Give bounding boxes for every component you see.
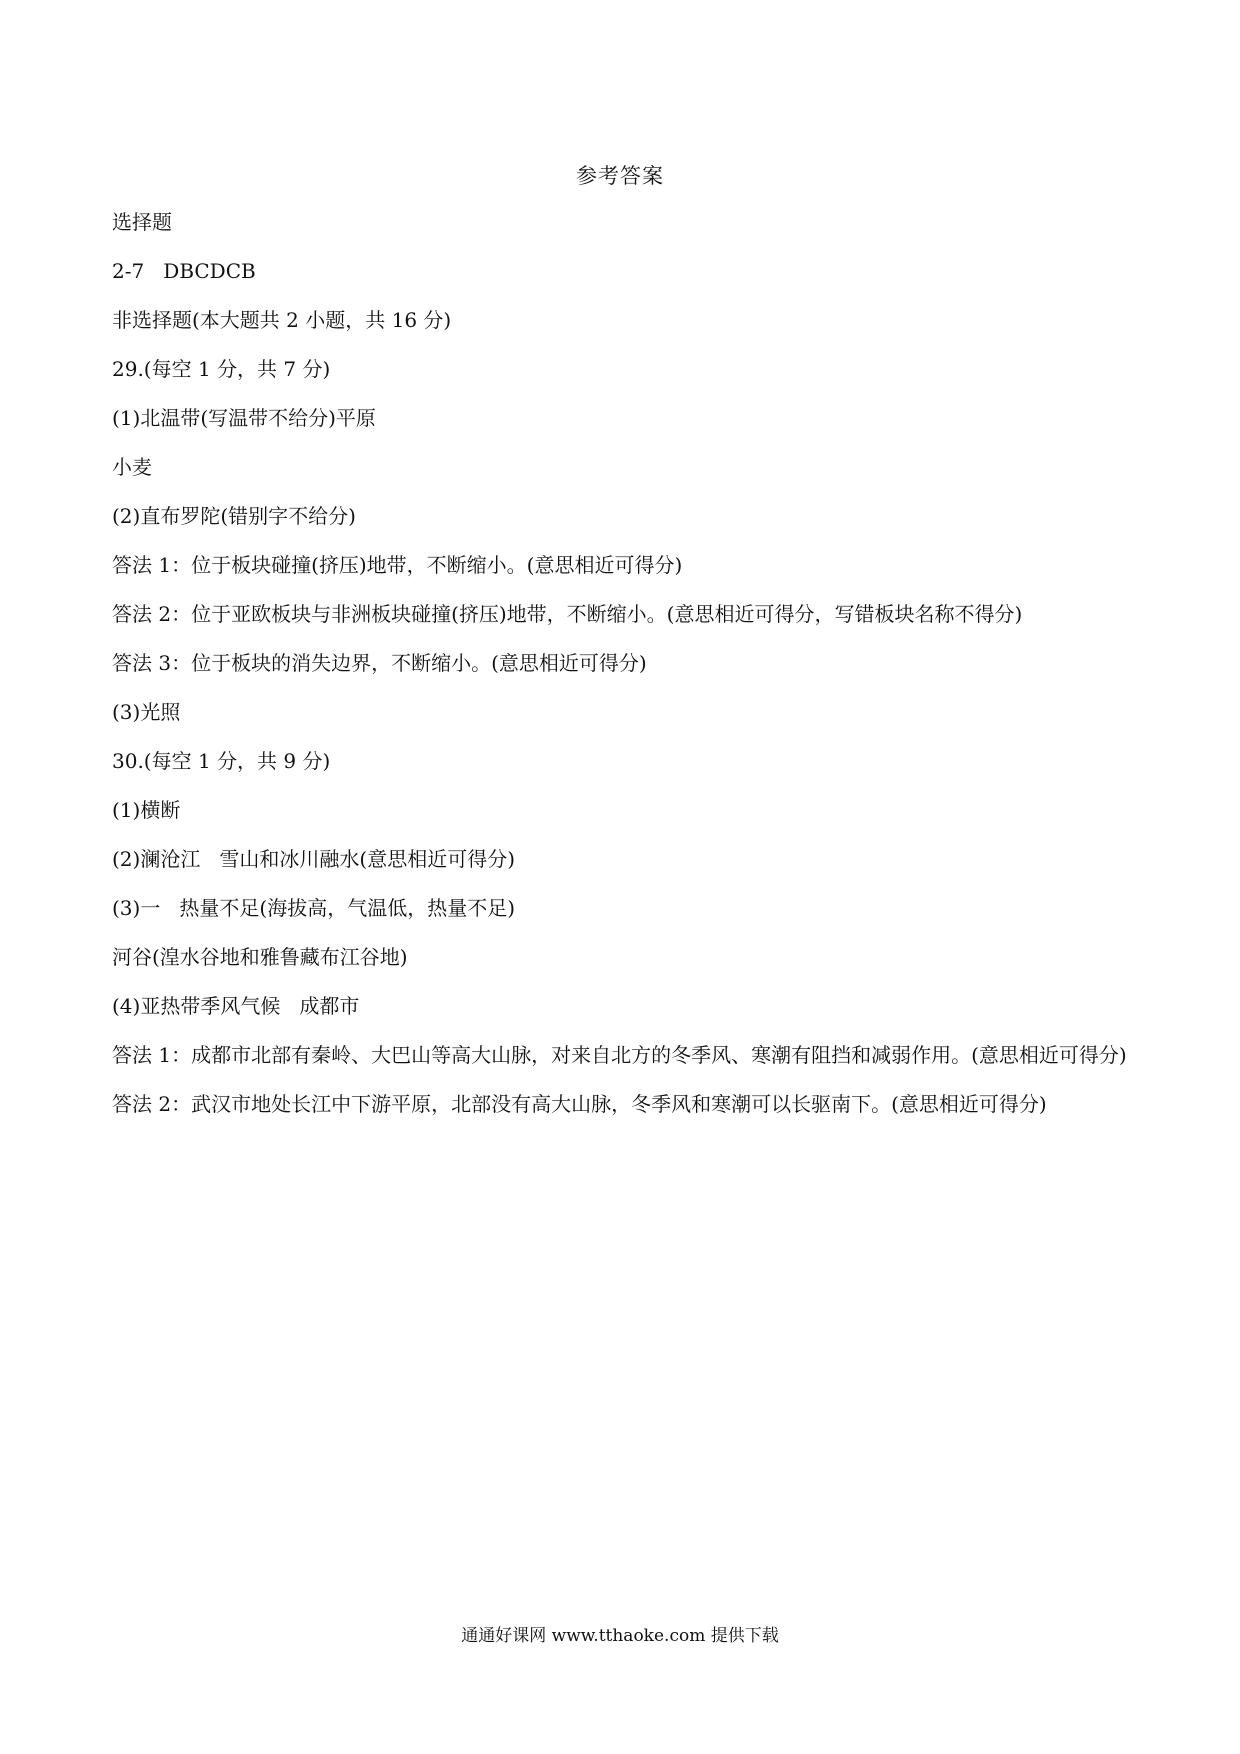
answer-line: (1)横断: [112, 798, 181, 822]
section-heading-choice: 选择题: [112, 210, 172, 234]
question-30-heading: 30.(每空 1 分，共 9 分): [112, 749, 331, 773]
answer-line: 答法 2：位于亚欧板块与非洲板块碰撞(挤压)地带，不断缩小。(意思相近可得分，写错板块名称不得分): [112, 602, 1023, 626]
answer-line: 小麦: [112, 455, 152, 479]
answer-line: (1)北温带(写温带不给分)平原: [112, 406, 376, 430]
answer-line: (4)亚热带季风气候 成都市: [112, 994, 360, 1018]
answer-line: 答法 2：武汉市地处长江中下游平原，北部没有高大山脉，冬季风和寒潮可以长驱南下。(意思相近可得分): [112, 1092, 1047, 1116]
answer-line: 答法 3：位于板块的消失边界，不断缩小。(意思相近可得分): [112, 651, 647, 675]
page-footer: 通通好课网 www.tthaoke.com 提供下载: [461, 1626, 779, 1646]
answer-line: (2)直布罗陀(错别字不给分): [112, 504, 356, 528]
question-29-heading: 29.(每空 1 分，共 7 分): [112, 357, 331, 381]
answer-line: (2)澜沧江 雪山和冰川融水(意思相近可得分): [112, 847, 516, 871]
answer-line: (3)一 热量不足(海拔高，气温低，热量不足): [112, 896, 516, 920]
page-title: 参考答案: [576, 164, 664, 188]
choice-answers: 2-7 DBCDCB: [112, 259, 256, 283]
answer-line: 答法 1：位于板块碰撞(挤压)地带，不断缩小。(意思相近可得分): [112, 553, 683, 577]
answer-line: (3)光照: [112, 700, 181, 724]
answer-line: 答法 1：成都市北部有秦岭、大巴山等高大山脉，对来自北方的冬季风、寒潮有阻挡和减弱作用。(意思相近可得分): [112, 1043, 1127, 1067]
section-heading-nonchoice: 非选择题(本大题共 2 小题，共 16 分): [112, 308, 452, 332]
answer-content: [112, 208, 1142, 1139]
answer-line: 河谷(湟水谷地和雅鲁藏布江谷地): [112, 945, 408, 969]
